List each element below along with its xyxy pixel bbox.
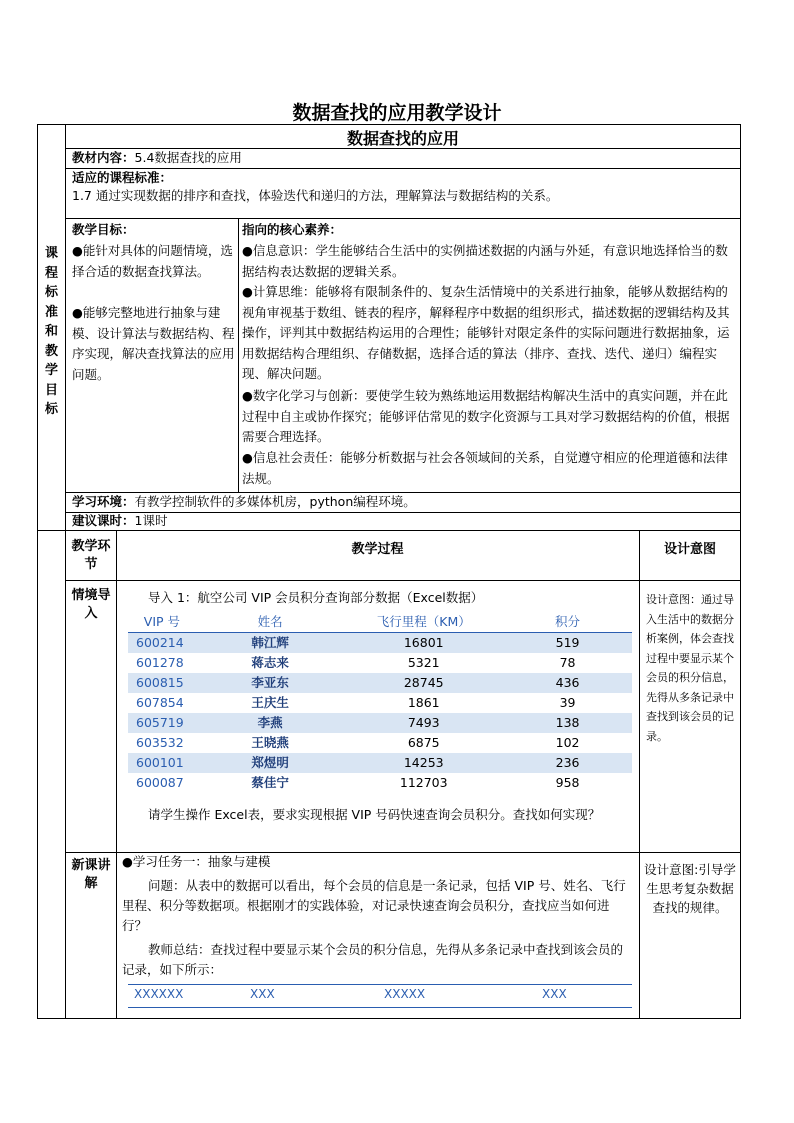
table-row xyxy=(128,693,632,713)
table-row xyxy=(128,673,632,693)
standard-value: 1.7 通过实现数据的排序和查找，体验迭代和递归的方法，理解算法与数据结构的关系。 xyxy=(72,188,559,203)
document-title: 数据查找的应用教学设计 xyxy=(292,102,502,124)
points-cell: 39 xyxy=(559,695,576,710)
material-value: 5.4数据查找的应用 xyxy=(134,150,242,165)
miles-cell: 28745 xyxy=(344,673,503,693)
template-cell: XXXXX xyxy=(384,987,426,1001)
literacy-item: ●数字化学习与创新：要使学生较为熟练地运用数据结构解决生活中的真实问题，并在此过程中自主或协作探究；能够评估常见的数字化资源与工具对学习数据结构的价值，根据需要合理选择。 xyxy=(242,388,730,444)
template-cell: XXX xyxy=(542,987,567,1001)
intent-header: 设计意图 xyxy=(663,542,716,557)
prompt-text: 请学生操作 Excel表，要求实现根据 VIP 号码快速查询会员积分。查找如何实现？ xyxy=(148,807,601,822)
environment-value: 有教学控制软件的多媒体机房，python编程环境。 xyxy=(134,494,416,509)
environment-label: 学习环境： xyxy=(72,494,135,509)
goal-item: ●能够完整地进行抽象与建模、设计算法与数据结构、程序实现，解决查找算法的应用问题。 xyxy=(72,305,235,382)
name-cell: 郑煜明 xyxy=(196,753,345,773)
vip-id-cell: 605719 xyxy=(128,713,196,733)
literacy-item: ●信息社会责任：能够分析数据与社会各领域间的关系，自觉遵守相应的伦理道德和法律法规。 xyxy=(242,450,728,486)
table-row xyxy=(128,773,632,793)
name-cell: 王晓燕 xyxy=(251,735,289,750)
column-header: VIP 号 xyxy=(128,612,196,633)
section-title: 数据查找的应用 xyxy=(346,129,459,148)
literacy-item: ●计算思维：能够将有限制条件的、复杂生活情境中的关系进行抽象，能够从数据结构的视角审视基于数组、链表的程序，解释程序中数据的组织形式，描述数据的逻辑结构及其操作，评判其中数据结构运用的合理性；能够针对限定条件的实际问题进行数据抽象，运用数据结构合理组织、存储数据，选择合适的算法（排序、查找、迭代、递归）编程实现、解决问题。 xyxy=(242,284,730,381)
vip-id-cell: 600214 xyxy=(128,633,196,654)
miles-cell: 14253 xyxy=(344,753,503,773)
points-cell: 958 xyxy=(555,775,580,790)
points-cell: 236 xyxy=(503,753,632,773)
miles-cell: 1861 xyxy=(407,695,440,710)
name-cell: 韩江辉 xyxy=(196,633,345,654)
environment-row xyxy=(72,492,737,512)
material-label: 教材内容： xyxy=(72,150,135,165)
stage1-intent: 设计意图：通过导入生活中的数据分析案例，体会查找过程中要显示某个会员的积分信息，先得从多条记录中查找到该会员的记录。 xyxy=(646,593,734,743)
column-header: 姓名 xyxy=(196,612,345,633)
name-cell: 王庆生 xyxy=(251,695,289,710)
name-cell: 李亚东 xyxy=(196,673,345,693)
stage-name: 新课讲解 xyxy=(71,858,111,891)
miles-cell: 7493 xyxy=(344,713,503,733)
summary-text: 教师总结：查找过程中要显示某个会员的积分信息，先得从多条记录中查找到该会员的记录，如下所示： xyxy=(122,942,624,977)
miles-cell: 5321 xyxy=(407,655,440,670)
points-cell: 138 xyxy=(503,713,632,733)
table-row xyxy=(128,713,632,733)
vip-id-cell: 603532 xyxy=(136,735,184,750)
vip-id-cell: 600101 xyxy=(128,753,196,773)
stage-header: 教学环节 xyxy=(71,539,111,572)
vip-id-cell: 600815 xyxy=(128,673,196,693)
column-header: 飞行里程（KM） xyxy=(344,612,503,633)
name-cell: 李燕 xyxy=(196,713,345,733)
points-cell: 436 xyxy=(503,673,632,693)
task-label: ●学习任务一：抽象与建模 xyxy=(122,854,271,869)
vip-table xyxy=(128,612,632,793)
literacy-item: ●信息意识：学生能够结合生活中的实例描述数据的内涵与外延，有意识地选择恰当的数据结构表达数据的逻辑关系。 xyxy=(242,243,728,279)
template-cell: XXX xyxy=(250,987,275,1001)
table-row xyxy=(128,653,632,673)
miles-cell: 6875 xyxy=(407,735,440,750)
points-cell: 78 xyxy=(559,655,576,670)
column-header: 积分 xyxy=(503,612,632,633)
name-cell: 蒋志来 xyxy=(251,655,289,670)
material-row xyxy=(72,148,732,168)
table-header-row xyxy=(128,612,632,633)
points-cell: 519 xyxy=(503,633,632,654)
question-text: 问题：从表中的数据可以看出，每个会员的信息是一条记录，包括 VIP 号、姓名、飞行里程、积分等数据项。根据刚才的实践体验，对记录快速查询会员积分，查找应当如何进行？ xyxy=(122,878,626,933)
side-label: 课 程 标 准 和 教 学 目 标 xyxy=(44,246,58,417)
hours-label: 建议课时： xyxy=(72,513,135,528)
template-record-row xyxy=(128,984,632,1008)
points-cell: 102 xyxy=(555,735,580,750)
miles-cell: 112703 xyxy=(399,775,448,790)
standard-label: 适应的课程标准： xyxy=(72,170,173,185)
goals-label: 教学目标： xyxy=(72,222,135,237)
miles-cell: 16801 xyxy=(344,633,503,654)
process-header: 教学过程 xyxy=(351,542,404,557)
stage2-intent: 设计意图:引导学生思考复杂数据查找的规律。 xyxy=(644,862,736,915)
goal-item: ●能针对具体的问题情境，选择合适的数据查找算法。 xyxy=(72,243,233,279)
vip-id-cell: 600087 xyxy=(136,775,184,790)
vip-id-cell: 607854 xyxy=(136,695,184,710)
table-row xyxy=(128,733,632,753)
stage-name: 情境导入 xyxy=(71,588,111,621)
hours-value: 1课时 xyxy=(134,513,168,528)
intro-text: 导入 1：航空公司 VIP 会员积分查询部分数据（Excel数据） xyxy=(148,590,484,605)
table-row xyxy=(128,633,632,654)
name-cell: 蔡佳宁 xyxy=(251,775,289,790)
literacy-label: 指向的核心素养： xyxy=(242,222,343,237)
hours-row xyxy=(72,511,737,531)
vip-id-cell: 601278 xyxy=(136,655,184,670)
template-cell: XXXXXX xyxy=(134,987,184,1001)
table-row xyxy=(128,753,632,773)
